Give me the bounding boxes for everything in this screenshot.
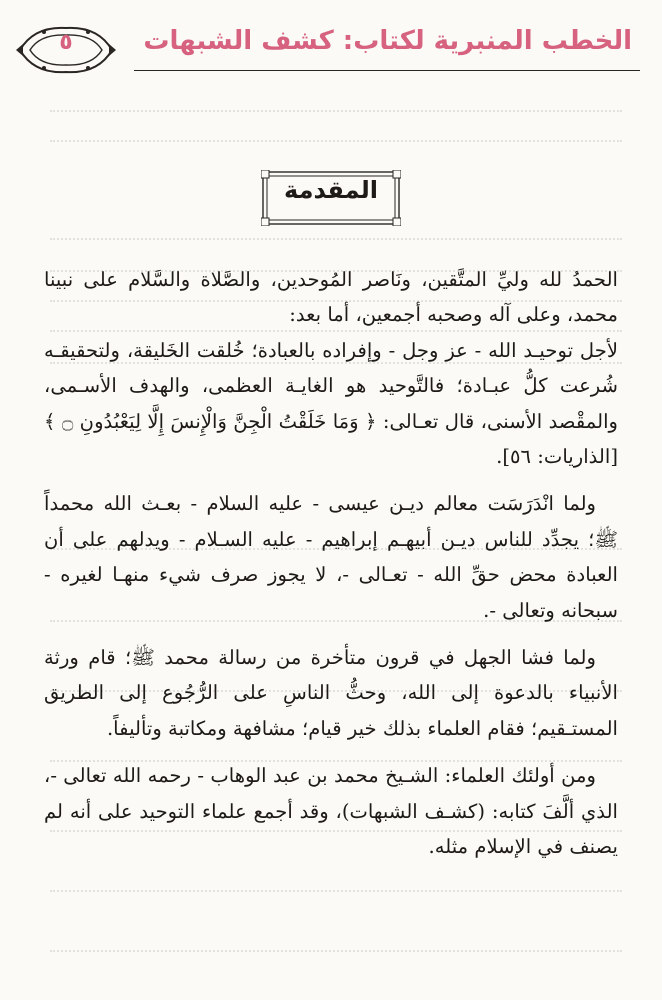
section-title: المقدمة bbox=[284, 176, 378, 204]
section-title-frame bbox=[261, 170, 401, 226]
paragraph-tawhid: لأجل توحيـد الله - عز وجل - وإفراده بالعبادة؛ خُلقت الخَليقة، ولتحقيقـه شُرعت كلُّ عبـادة؛ فالتَّوحيد هو الغايـة العظمى، والهدف الأسـمى، والمقْصد الأسنى، قال تعـالى: ﴿ وَمَا خَلَقْتُ الْجِنَّ وَالْإِنسَ إِلَّا لِيَعْبُدُونِ ۝ ﴾ [الذاريات: ٥٦]. bbox=[44, 338, 618, 469]
page-header bbox=[14, 22, 640, 78]
paragraph-scholars: ولما فشا الجهل في قرون متأخرة من رسالة محمد ﷺ؛ قام ورثة الأنبياء بالدعوة إلى الله، وحثُّ الناسِ على الرُّجُوع إلى الطريق المستـقيم؛ فقام العلماء بذلك خير قيام؛ مشافهة ومكاتبة وتأليفاً. bbox=[44, 646, 618, 740]
paragraph-prophet: ولما انْدَرَسَت معالم ديـن عيسى - عليه السلام - بعـث الله محمداً ﷺ؛ يجدِّد للناس ديـن أبيهـم إبراهيم - عليه السـلام - ويدلهم على أن العبادة محض حقِّ الله - تعـالى -، لا يجوز صرف شيء منهـا لغيره - سبحانه وتعالى -. bbox=[44, 492, 618, 622]
running-title: الخطب المنبرية لكتاب: كشف الشبهات bbox=[143, 26, 632, 56]
header-rule bbox=[134, 70, 640, 71]
page-number: ٥ bbox=[59, 30, 73, 55]
body-text bbox=[44, 262, 618, 865]
paragraph-book: ومن أولئك العلماء: الشـيخ محمد بن عبد الوهاب - رحمه الله تعالى -، الذي ألَّفَ كتابه: (كشـف الشبهات)، وقد أجمع علماء التوحيد على أنه لم يصنف في الإسلام مثله. bbox=[44, 764, 618, 859]
paragraph-intro: الحمدُ لله وليِّ المتَّقين، ونَاصر المُوحدين، والصَّلاة والسَّلام على نبينا محمد، وعلى آله وصحبه أجمعين، أما بعد: bbox=[44, 268, 618, 327]
